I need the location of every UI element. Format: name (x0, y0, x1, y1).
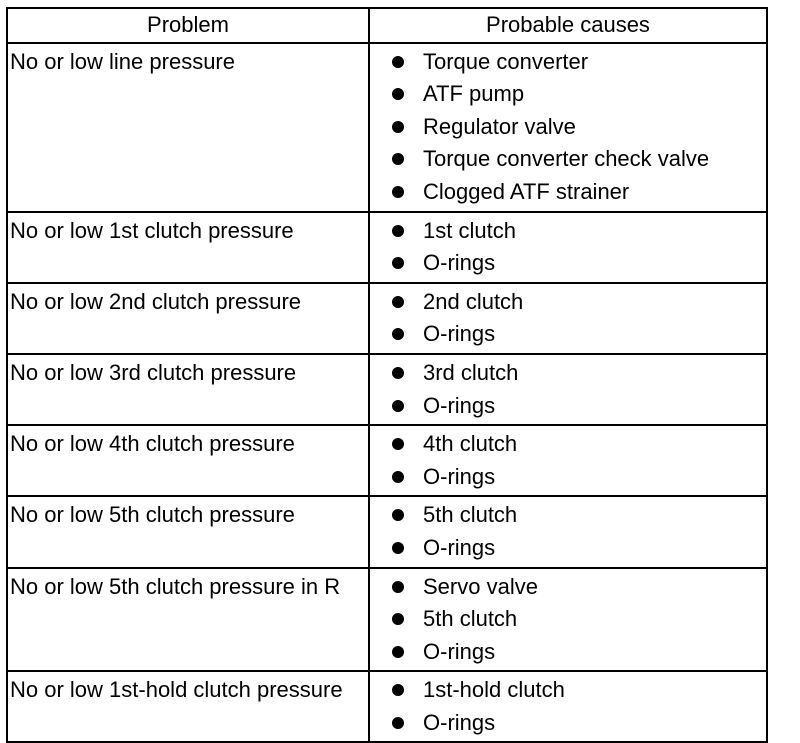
cause-item: O-rings (372, 390, 766, 423)
problem-cell (7, 425, 369, 496)
cause-item: Clogged ATF strainer (372, 176, 766, 209)
problem-cell (7, 43, 369, 212)
causes-cell (369, 354, 767, 425)
table-row (7, 283, 767, 354)
causes-cell (369, 671, 767, 742)
causes-list (372, 46, 766, 209)
table-row (7, 496, 767, 567)
cause-item: Regulator valve (372, 111, 766, 144)
cause-item: O-rings (372, 318, 766, 351)
causes-list (372, 571, 766, 669)
causes-list (372, 357, 766, 422)
problem-cell (7, 671, 369, 742)
table-row (7, 568, 767, 672)
causes-list (372, 215, 766, 280)
cause-item: 5th clutch (372, 603, 766, 636)
table-body (7, 43, 767, 743)
causes-list (372, 428, 766, 493)
problem-text: No or low 5th clutch pressure (10, 502, 295, 528)
problem-cell (7, 354, 369, 425)
causes-cell (369, 212, 767, 283)
cause-item: 2nd clutch (372, 286, 766, 319)
causes-list (372, 499, 766, 564)
problem-text: No or low 1st-hold clutch pressure (10, 677, 343, 703)
problem-text: No or low 3rd clutch pressure (10, 359, 297, 385)
header-probable-causes: Probable causes (369, 8, 767, 43)
problem-text: No or low 2nd clutch pressure (10, 288, 302, 314)
problem-text: No or low 5th clutch pressure in R (10, 573, 341, 599)
cause-item: ATF pump (372, 78, 766, 111)
cause-item: Torque converter check valve (372, 143, 766, 176)
table-row (7, 212, 767, 283)
problem-cell (7, 496, 369, 567)
cause-item: Torque converter (372, 46, 766, 79)
header-problem: Problem (7, 8, 369, 43)
table-row (7, 671, 767, 742)
causes-cell (369, 568, 767, 672)
causes-cell (369, 283, 767, 354)
table-row (7, 354, 767, 425)
cause-item: O-rings (372, 707, 766, 740)
header-row (7, 8, 767, 43)
diagnosis-table (6, 7, 768, 743)
cause-item: 4th clutch (372, 428, 766, 461)
cause-item: 3rd clutch (372, 357, 766, 390)
table-row (7, 43, 767, 212)
causes-cell (369, 496, 767, 567)
problem-cell (7, 568, 369, 672)
problem-text: No or low line pressure (10, 48, 235, 74)
cause-item: O-rings (372, 461, 766, 494)
cause-item: O-rings (372, 636, 766, 669)
problem-text: No or low 4th clutch pressure (10, 431, 295, 457)
cause-item: 5th clutch (372, 499, 766, 532)
causes-list (372, 674, 766, 739)
causes-list (372, 286, 766, 351)
table-row (7, 425, 767, 496)
cause-item: 1st-hold clutch (372, 674, 766, 707)
causes-cell (369, 43, 767, 212)
cause-item: O-rings (372, 532, 766, 565)
problem-cell (7, 212, 369, 283)
causes-cell (369, 425, 767, 496)
cause-item: 1st clutch (372, 215, 766, 248)
problem-cell (7, 283, 369, 354)
cause-item: O-rings (372, 247, 766, 280)
cause-item: Servo valve (372, 571, 766, 604)
problem-text: No or low 1st clutch pressure (10, 217, 294, 243)
